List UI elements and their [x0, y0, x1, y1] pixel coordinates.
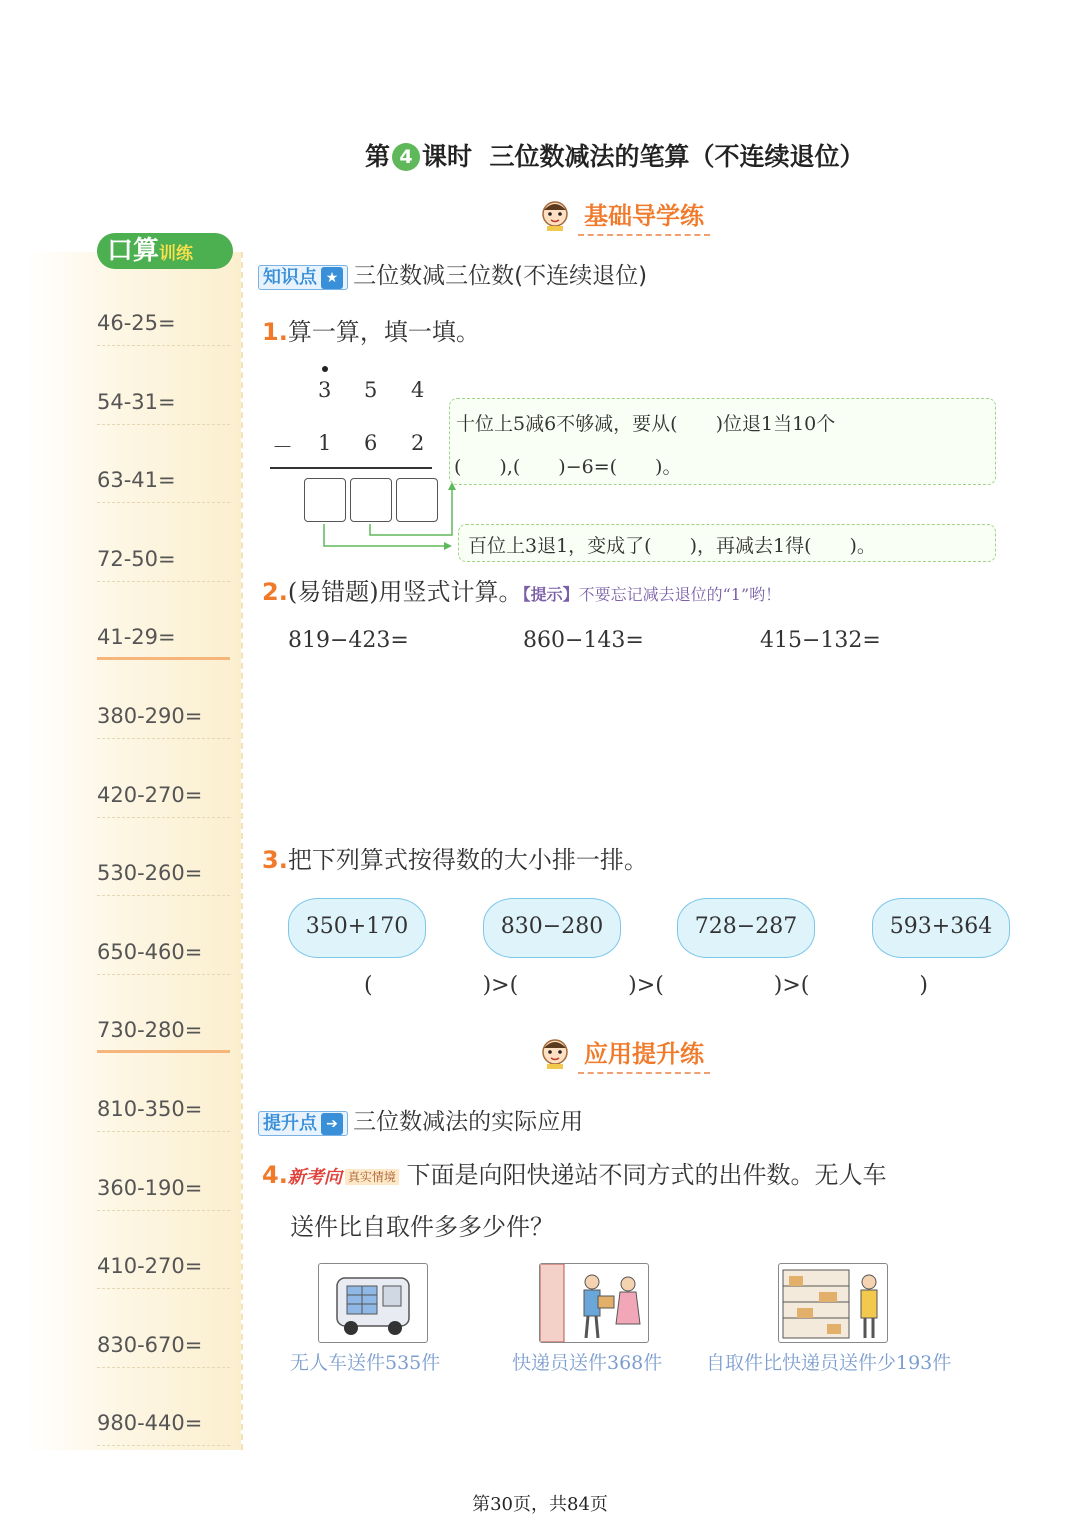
digit-top-hundreds: 3 [318, 378, 332, 402]
oral-badge-main: 口算 [107, 236, 160, 266]
digit-bottom-hundreds: 1 [318, 431, 332, 455]
apply-section-label: 应用提升练 [578, 1040, 710, 1074]
expression-cloud: 830−280 [483, 898, 621, 958]
oral-item: 980-440= [97, 1368, 230, 1446]
lesson-prefix: 第 [365, 142, 391, 171]
oral-item: 54-31= [97, 347, 230, 425]
question-text: 算一算，填一填。 [287, 318, 480, 346]
caption-courier: 快递员送件368件 [512, 1352, 663, 1374]
basic-section-label: 基础导学练 [578, 202, 710, 236]
oral-item: 810-350= [97, 1054, 230, 1132]
oral-item: 46-25= [97, 268, 230, 346]
vertical-calc-expression: 819−423= [288, 628, 409, 653]
lesson-name: 三位数减法的笔算（不连续退位） [489, 142, 865, 171]
question-text-line-1: 下面是向阳快递站不同方式的出件数。无人车 [406, 1161, 887, 1189]
question-2 [262, 572, 781, 607]
apply-section-heading [538, 1034, 710, 1070]
digit-top-ones: 4 [411, 378, 425, 402]
oral-item: 410-270= [97, 1211, 230, 1289]
hint-line-3: 百位上3退1，变成了( )，再减去1得( )。 [468, 535, 876, 557]
lesson-suffix: 课时 [422, 142, 473, 171]
hint-box-tens [449, 398, 996, 485]
oral-item: 360-190= [97, 1133, 230, 1211]
knowledge-tag [258, 265, 348, 290]
question-3 [262, 840, 648, 875]
oral-item: 72-50= [97, 504, 230, 582]
question-text-line-2: 送件比自取件多多少件？ [290, 1213, 554, 1241]
vertical-calc-expression: 415−132= [760, 628, 881, 653]
oral-item: 650-460= [97, 897, 230, 975]
caption-self-pickup: 自取件比快递员送件少193件 [706, 1352, 952, 1374]
improvement-point [258, 1103, 583, 1136]
digit-bottom-tens: 6 [364, 431, 378, 455]
expression-cloud: 350+170 [288, 898, 426, 958]
guide-arrows [300, 480, 470, 560]
new-trend-badge: 新考向 [287, 1167, 342, 1188]
question-number: 1. [262, 318, 288, 346]
vertical-calc-expression: 860−143= [523, 628, 644, 653]
hint-label: 【提示】 [522, 585, 579, 604]
courier-illustration [539, 1263, 649, 1343]
question-text: (易错题)用竖式计算。 [287, 578, 523, 606]
page-footer: 第30页，共84页 [472, 1494, 608, 1515]
oral-item: 63-41= [97, 425, 230, 503]
question-number: 3. [262, 846, 288, 874]
digit-top-tens: 5 [364, 378, 378, 402]
borrow-dot [322, 366, 328, 372]
hint-line-1: 十位上5减6不够减，要从( )位退1当10个 [456, 413, 836, 435]
basic-section-heading [538, 196, 710, 232]
oral-item: 530-260= [97, 818, 230, 896]
oral-item: 830-670= [97, 1290, 230, 1368]
expression-cloud: 593+364 [872, 898, 1010, 958]
oral-item: 730-280= [97, 975, 230, 1053]
digit-bottom-ones: 2 [411, 431, 425, 455]
unmanned-vehicle-illustration [318, 1263, 428, 1343]
caption-unmanned-vehicle: 无人车送件535件 [290, 1352, 441, 1374]
question-number: 4. [262, 1161, 288, 1189]
ordering-blanks[interactable]: ( )>( )>( )>( ) [364, 973, 928, 998]
minus-sign: － [272, 435, 293, 459]
question-1 [262, 312, 480, 347]
improvement-tag-label: 提升点 [263, 1113, 317, 1134]
oral-badge-sub: 训练 [159, 244, 194, 264]
lesson-title [365, 137, 864, 173]
hint-line-2: ( ),( )−6=( )。 [454, 456, 682, 478]
star-icon: ★ [321, 267, 343, 289]
question-number: 2. [262, 578, 288, 606]
hint-box-hundreds [458, 524, 996, 562]
expression-cloud: 728−287 [677, 898, 815, 958]
arrow-icon: ➔ [321, 1113, 343, 1135]
improvement-tag [258, 1111, 348, 1136]
knowledge-point [258, 257, 647, 290]
oral-item: 380-290= [97, 661, 230, 739]
question-text: 把下列算式按得数的大小排一排。 [287, 846, 648, 874]
hint-text: 不要忘记减去退位的“1”哟！ [578, 585, 782, 604]
oral-practice-badge [97, 233, 233, 269]
oral-item: 420-270= [97, 740, 230, 818]
real-context-badge: 真实情境 [345, 1169, 399, 1185]
calc-line [270, 467, 432, 469]
self-pickup-illustration [778, 1263, 888, 1343]
lesson-number: 4 [392, 143, 420, 171]
question-4 [262, 1155, 886, 1190]
knowledge-point-text: 三位数减三位数(不连续退位) [353, 263, 648, 289]
kid-mascot-icon [538, 198, 572, 232]
knowledge-tag-label: 知识点 [263, 267, 317, 288]
oral-item: 41-29= [97, 582, 230, 660]
kid-mascot-icon [538, 1036, 572, 1070]
improvement-point-text: 三位数减法的实际应用 [353, 1109, 584, 1135]
